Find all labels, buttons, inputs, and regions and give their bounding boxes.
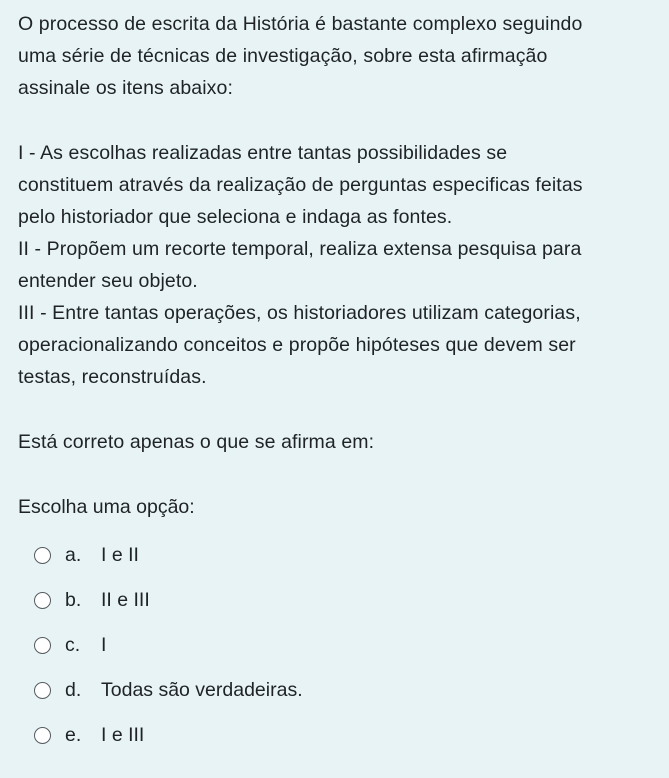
option-letter: b. — [65, 589, 82, 611]
statement-line: II - Propõem um recorte temporal, realiza extensa pesquisa para — [18, 238, 582, 260]
option-label[interactable]: Todas são verdadeiras. — [101, 679, 303, 701]
statement-line: pelo historiador que seleciona e indaga as fontes. — [18, 206, 453, 228]
option-b[interactable] — [34, 578, 657, 623]
radio-button[interactable] — [34, 637, 51, 654]
option-e[interactable] — [34, 713, 657, 758]
option-letter: a. — [65, 544, 82, 566]
question-intro-line: uma série de técnicas de investigação, sobre esta afirmação — [18, 45, 548, 67]
statement-line: testas, reconstruídas. — [18, 366, 207, 388]
choose-prompt: Escolha uma opção: — [18, 496, 195, 518]
question-intro-line: O processo de escrita da História é bastante complexo seguindo — [18, 13, 583, 35]
option-letter: d. — [65, 679, 82, 701]
question-intro-line: assinale os itens abaixo: — [18, 77, 233, 99]
option-label[interactable]: I e II — [101, 544, 139, 566]
option-a[interactable] — [34, 533, 657, 578]
statement-line: entender seu objeto. — [18, 270, 198, 292]
statement-line: constituem através da realização de perguntas especificas feitas — [18, 174, 583, 196]
statement-line: III - Entre tantas operações, os historiadores utilizam categorias, — [18, 302, 581, 324]
answer-options — [18, 533, 657, 758]
option-d[interactable] — [34, 668, 657, 713]
option-label[interactable]: I e III — [101, 724, 145, 746]
radio-button[interactable] — [34, 682, 51, 699]
option-label[interactable]: II e III — [101, 589, 150, 611]
radio-button[interactable] — [34, 727, 51, 744]
statement-line: I - As escolhas realizadas entre tantas possibilidades se — [18, 142, 508, 164]
question-text — [18, 8, 657, 458]
option-letter: e. — [65, 724, 82, 746]
option-letter: c. — [65, 634, 81, 656]
option-c[interactable] — [34, 623, 657, 668]
radio-button[interactable] — [34, 592, 51, 609]
question-ask: Está correto apenas o que se afirma em: — [18, 431, 375, 453]
statement-line: operacionalizando conceitos e propõe hipóteses que devem ser — [18, 334, 576, 356]
option-label[interactable]: I — [101, 634, 107, 656]
radio-button[interactable] — [34, 547, 51, 564]
